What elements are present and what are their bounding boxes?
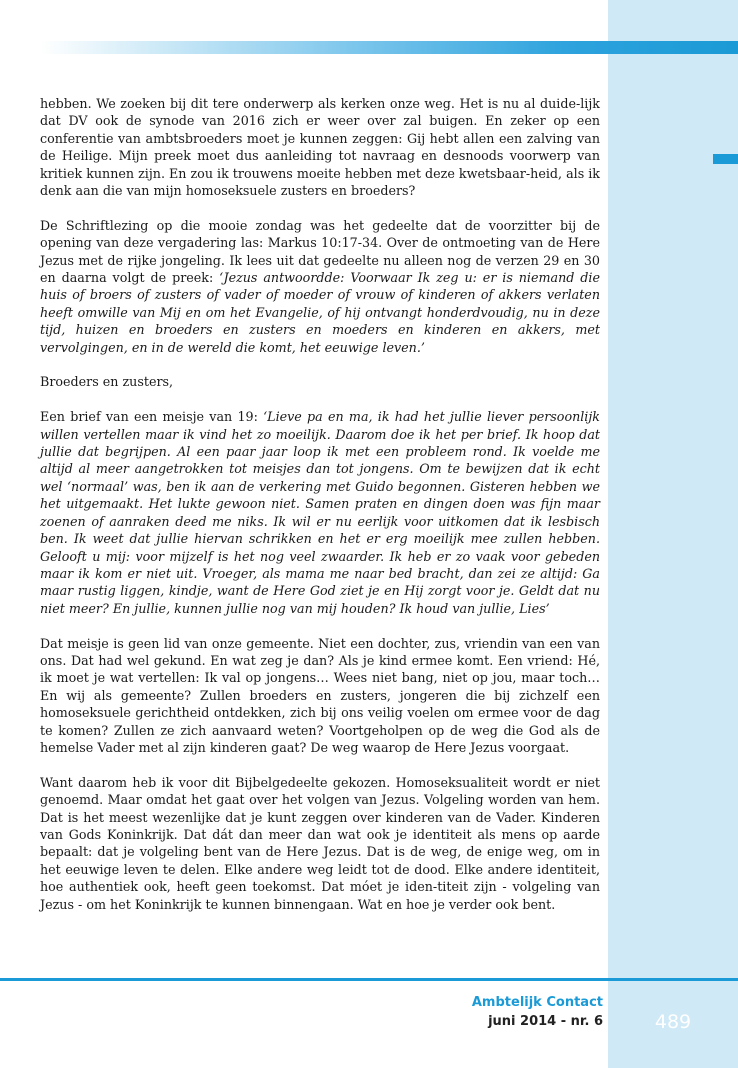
issue-info: juni 2014 - nr. 6 <box>488 1014 603 1029</box>
paragraph-1-text: hebben. We zoeken bij dit tere onderwerp als kerken onze weg. Het is nu al duide-lijk dat DV ook de synode van 2016 zich er weer over zal buigen. En zeker op een conferentie van ambtsbroeders moet je kunnen zeggen: Gij hebt allen een zalving van de Heilige. Mijn preek moet dus aanleiding tot navraag en desnoods voorwerp van kritiek kunnen zijn. En zou ik trouwens moeite hebben met deze kwetsbaar-heid, als ik denk aan die van mijn homoseksuele zusters en broeders? <box>40 96 600 199</box>
paragraph-4 <box>40 408 600 617</box>
publication-title: Ambtelijk Contact <box>471 995 603 1010</box>
letter-quote: ‘Lieve pa en ma, ik had het jullie liever persoonlijk willen vertellen maar ik vind het zo moeilijk. Daarom doe ik het per brief. Ik hoop dat jullie dat begrijpen. Al een paar jaar loop ik met een probleem rond. Ik voelde me altijd al meer aangetrokken tot meisjes dan tot jongens. Om te bewijzen dat ik echt wel ‘normaal’ was, ben ik aan de verkering met Guido begonnen. Gisteren hebben we het uitgemaakt. Het lukte gewoon niet. Samen praten en dingen doen was fijn maar zoenen of aanraken deed me niks. Ik wil er nu eerlijk voor uitkomen dat ik lesbisch ben. Ik weet dat jullie hiervan schrikken en het er erg moeilijk mee zullen hebben. Gelooft u mij: voor mijzelf is het nog veel zwaarder. Ik heb er zo vaak voor gebeden maar ik kom er niet uit. Vroeger, als mama me naar bed bracht, dan zei ze altijd: Ga maar rustig liggen, kindje, want de Here God ziet je en Hij zorgt voor je. Geldt dat nu niet meer? En jullie, kunnen jullie nog van mij houden? Ik houd van jullie, Lies’ <box>40 409 600 616</box>
article-body <box>40 95 600 913</box>
paragraph-2 <box>40 217 600 356</box>
paragraph-6 <box>40 774 600 913</box>
header-gradient-bar <box>40 41 738 54</box>
scripture-quote: ‘Jezus antwoordde: Voorwaar Ik zeg u: er is niemand die huis of broers of zusters of vader of moeder of vrouw of kinderen of akkers verlaten heeft omwille van Mij en om het Evangelie, of hij ontvangt honderdvoudig, nu in deze tijd, huizen en broeders en zusters en moeders en kinderen en akkers, met vervolgingen, en in de wereld die komt, het eeuwige leven.’ <box>40 270 600 355</box>
paragraph-5 <box>40 635 600 757</box>
paragraph-2-text: De Schriftlezing op die mooie zondag was het gedeelte dat de voorzitter bij de opening van deze vergadering las: Markus 10:17-34. Over de ontmoeting van de Here Jezus met de rijke jongeling. Ik lees uit dat gedeelte nu alleen nog de verzen 29 en 30 en daarna volgt de preek: <box>40 217 600 286</box>
paragraph-4-text: Een brief van een meisje van 19: <box>40 409 264 425</box>
footer-rule <box>0 978 738 981</box>
side-tab-marker <box>713 154 738 164</box>
salutation: Broeders en zusters, <box>40 374 174 390</box>
paragraph-3 <box>40 373 600 390</box>
paragraph-1 <box>40 95 600 199</box>
paragraph-5-text: Dat meisje is geen lid van onze gemeente. Niet een dochter, zus, vriendin van een van ons. Dat had wel gekund. En wat zeg je dan? Als je kind ermee komt. Een vriend: Hé, ik moet je wat vertellen: Ik val op jongens… Wees niet bang, niet op jou, maar toch… En wij als gemeente? Zullen broeders en zusters, jongeren die bij zichzelf een homoseksuele gerichtheid ontdekken, zich bij ons veilig voelen om ermee voor de dag te komen? Zullen ze zich aanvaard weten? Voortgeholpen op de weg die God als de hemelse Vader met al zijn kinderen gaat? De weg waarop de Here Jezus voorgaat. <box>40 635 600 755</box>
page-number: 489 <box>654 1011 692 1033</box>
paragraph-6-text: Want daarom heb ik voor dit Bijbelgedeelte gekozen. Homoseksualiteit wordt er niet genoemd. Maar omdat het gaat over het volgen van Jezus. Volgeling worden van hem. Dat is het meest wezenlijke dat je kunt zeggen over kinderen van de Vader. Kinderen van Gods Koninkrijk. Dat dát dan meer dan wat ook je identiteit als mens op aarde bepaalt: dat je volgeling bent van de Here Jezus. Dat is de weg, de enige weg, om in het eeuwige leven te delen. Elke andere weg leidt tot de dood. Elke andere identiteit, hoe authentiek ook, heeft geen toekomst. Dat móet je iden-titeit zijn - volgeling van Jezus - om het Koninkrijk te kunnen binnengaan. Wat en hoe je verder ook bent. <box>40 774 600 912</box>
